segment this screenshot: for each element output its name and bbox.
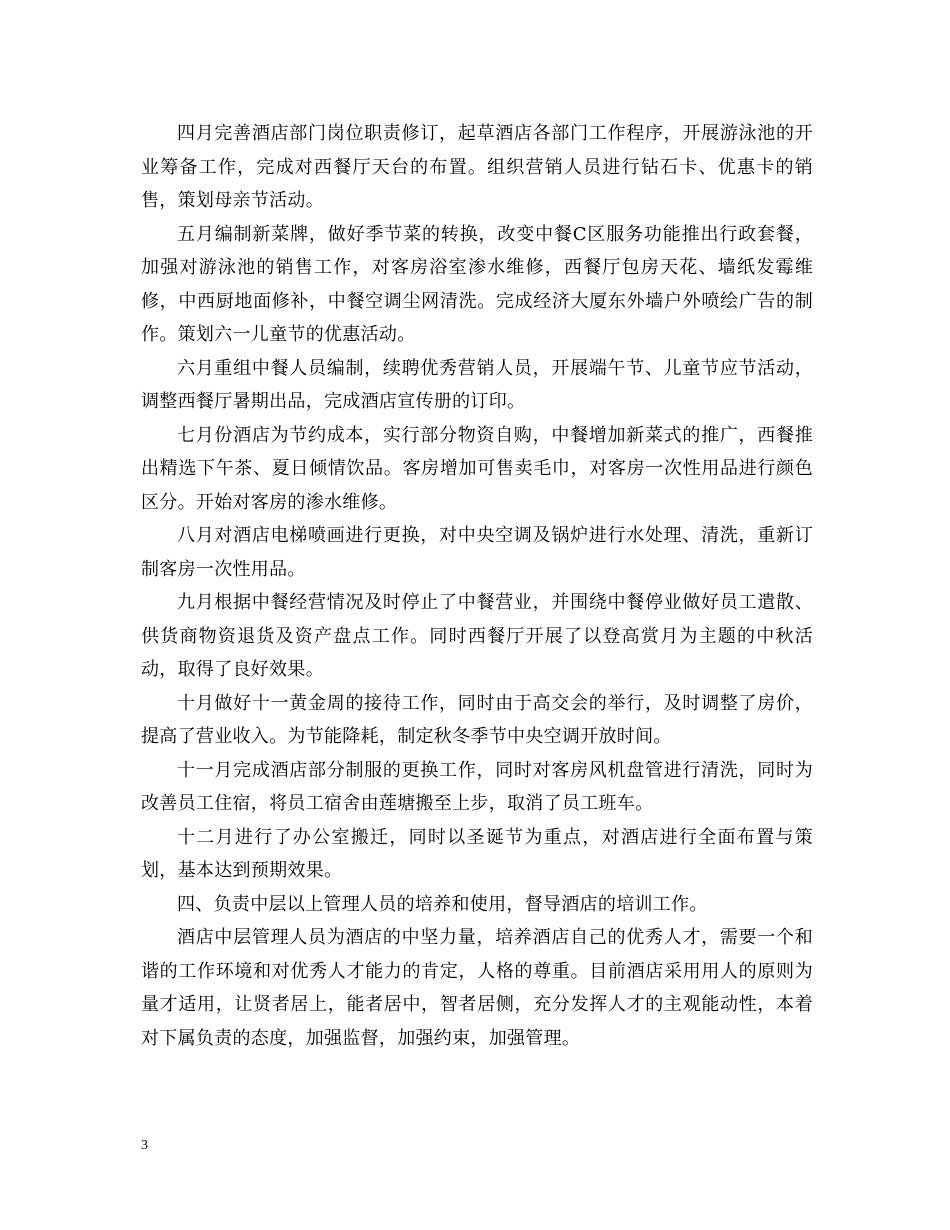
paragraph-august: 八月对酒店电梯喷画进行更换，对中央空调及锅炉进行水处理、清洗，重新订制客房一次性用品。 [141, 525, 813, 580]
paragraph-june: 六月重组中餐人员编制，续聘优秀营销人员，开展端午节、儿童节应节活动，调整西餐厅暑期出品，完成酒店宣传册的订印。 [141, 357, 813, 412]
paragraph-april: 四月完善酒店部门岗位职责修订，起草酒店各部门工作程序，开展游泳池的开业筹备工作，完成对西餐厅天台的布置。组织营销人员进行钻石卡、优惠卡的销售，策划母亲节活动。 [141, 123, 813, 211]
section-heading-four: 四、负责中层以上管理人员的培养和使用，督导酒店的培训工作。 [177, 893, 708, 915]
paragraph-july: 七月份酒店为节约成本，实行部分物资自购，中餐增加新菜式的推广，西餐推出精选下午茶、夏日倾情饮品。客房增加可售卖毛巾，对客房一次性用品进行颜色区分。开始对客房的渗水维修。 [141, 424, 813, 513]
paragraph-september: 九月根据中餐经营情况及时停止了中餐营业，并围绕中餐停业做好员工遣散、供货商物资退货及资产盘点工作。同时西餐厅开展了以登高赏月为主题的中秋活动，取得了良好效果。 [141, 592, 813, 680]
paragraph-may: 五月编制新菜牌，做好季节菜的转换，改变中餐C区服务功能推出行政套餐，加强对游泳池的销售工作，对客房浴室渗水维修，西餐厅包房天花、墙纸发霉维修，中西厨地面修补，中餐空调尘网清洗。完成经济大厦东外墙户外喷绘广告的制作。策划六一儿童节的优惠活动。 [141, 223, 813, 345]
document-body [141, 117, 813, 1055]
paragraph-middle-management: 酒店中层管理人员为酒店的中坚力量，培养酒店自己的优秀人才，需要一个和谐的工作环境和对优秀人才能力的肯定，人格的尊重。目前酒店采用用人的原则为量才适用，让贤者居上，能者居中，智者居侧，充分发挥人才的主观能动性，本着对下属负责的态度，加强监督，加强约束，加强管理。 [141, 927, 813, 1049]
page-number: 3 [141, 1138, 148, 1153]
paragraph-october: 十月做好十一黄金周的接待工作，同时由于高交会的举行，及时调整了房价，提高了营业收入。为节能降耗，制定秋冬季节中央空调开放时间。 [141, 692, 813, 747]
paragraph-december: 十二月进行了办公室搬迁，同时以圣诞节为重点，对酒店进行全面布置与策划，基本达到预期效果。 [141, 826, 813, 881]
paragraph-november: 十一月完成酒店部分制服的更换工作，同时对客房风机盘管进行清洗，同时为改善员工住宿，将员工宿舍由莲塘搬至上步，取消了员工班车。 [141, 759, 813, 814]
